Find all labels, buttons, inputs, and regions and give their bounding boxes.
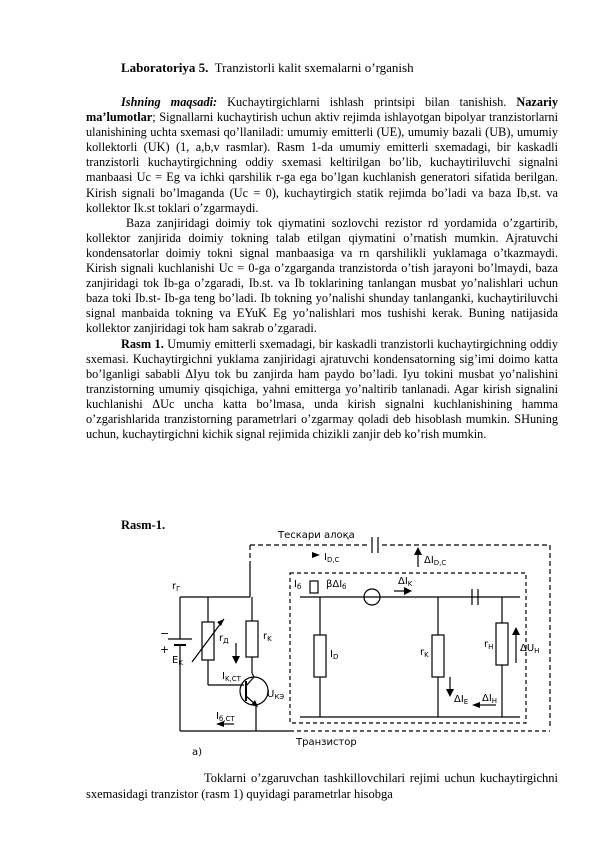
ik-arrow <box>232 656 240 664</box>
figure-ref-lead: Rasm 1. <box>121 336 164 351</box>
paragraph-2: Baza zanjiridagi doimiy tok qiymatini sozlovchi rezistor rd yordamida o’zgartirib, kollektor zanjirida doimiy tokning talab etilgan qiymatini o’rnatish mumkin. Ajratuvchi kondensatorlar doimiy tokni signal manbaasiga va rn qarshilikli yuklamaga o’tkazmaydi. Kirish signali kuchlanishi Uc = 0-ga o’zgarganda tranzistorda o’tish jarayoni bo’lmaydi, baza zanjiridagi tok Ib-ga o’zgaradi, Ib.st. va Ib toklarining tanlangan musbat yo’nalishlari uchun baza toki Ib.st- Ib-ga teng bo’ladi. Ib tokning yo’nalishi shunday tanlanganki, kuchaytiriluvchi signal manbaida tokning va EYuK Eg yo’nalishlari mos tushishi kerak. Buning natijasida kollektor zanjiridagi tok ham sakrab o’zgaradi. <box>86 215 558 336</box>
delta-ioc-label: $\Delta I_{D,C}$ <box>424 555 447 567</box>
id-resistor <box>314 635 326 677</box>
paragraph-bottom: Toklarni o’zgaruvchan tashkillovchilari rejimi uchun kuchaytirgichni sxemasidagi tranzistor (rasm 1) quyidagi parametrlar hisobga <box>86 771 558 801</box>
paragraph-intro <box>86 95 558 216</box>
bottom-text <box>86 771 558 802</box>
feedback-current-label: $I_{D,C}$ <box>324 552 340 564</box>
id-label: $I_D$ <box>330 649 339 661</box>
figure-ref-text: Umumiy emitterli sxemadagi, bir kaskadli tranzistorli kuchaytirgichning oddiy sxemasi. Kuchaytirgichni yuklama zanjiridagi ajratuvchi kondensatorning sig’imi doimo katta bo’lganligi sababli ΔIyu tok bu zanjirda ham paydo bo’ladi. Iyu tokini musbat yo’nalishini tranzistorning umumiy qisqichiga, yahni emitterga yo’naltirib tanlanadi. Agar kirish signalini kuchlanishi ΔUc uncha katta bo’lmasa, unda kirish signalni kuchlanishining hamma o’zgarishlarida tranzistorning parametrlari o’zgarmay qoladi deb hisoblash mumkin. SHuning uchun, kuchaytirgichni kichik signal rejimida chizikli zanjir deb ko’rish mumkin. <box>86 336 558 442</box>
feedback-current-arrow <box>312 552 320 558</box>
feedback-path <box>250 545 550 727</box>
body-text <box>86 95 558 442</box>
lab-topic: Tranzistorli kalit sxemalarni o’rganish <box>214 60 414 75</box>
ek-label: $E_K$ <box>172 655 183 667</box>
lab-number: Laboratoriya 5. <box>121 60 209 75</box>
transistor-label: Транзистор <box>296 737 357 748</box>
delta-ie-label: $\Delta I_E$ <box>454 694 469 706</box>
feedback-label: Тескари алоқа <box>278 530 355 541</box>
plus-sign: + <box>160 643 170 656</box>
goal-lead: Ishning maqsadi: <box>121 95 218 109</box>
ik-st-label: $I_{K,CT}$ <box>222 671 241 683</box>
page-title <box>121 60 414 76</box>
delta-un-arrow <box>512 627 520 635</box>
rd-label: $r_Д$ <box>219 633 229 645</box>
caption-a: a) <box>192 747 203 758</box>
rk2-label: $r_K$ <box>420 647 429 659</box>
delta-in-label: $\Delta I_H$ <box>482 693 498 705</box>
rn-label: $r_H$ <box>484 639 494 651</box>
delta-ik-label: $\Delta I_K$ <box>398 576 413 588</box>
feedback-capacitor <box>372 537 378 553</box>
delta-ik-arrow <box>404 587 412 595</box>
delta-un-label: $\Delta U_H$ <box>520 643 540 655</box>
goal-text: Kuchaytirgichlarni ishlash printsipi bilan tanishish. <box>217 95 517 109</box>
circuit-figure <box>150 527 562 759</box>
rk-label: $r_K$ <box>263 631 272 643</box>
theory-lead: Nazariy ma’lumotlar <box>86 95 559 125</box>
uke-label: $U_{КЭ}$ <box>267 689 285 701</box>
beta-ib-label: βΔI$_б$ <box>326 579 347 591</box>
rk-resistor <box>246 621 258 657</box>
circuit-diagram <box>150 527 562 759</box>
rg-label: $r_Г$ <box>172 581 181 593</box>
rk2-resistor <box>432 635 444 677</box>
paragraph-3 <box>86 337 558 443</box>
delta-ie-arrow <box>446 689 454 697</box>
ib-st-label: $I_{б,СТ}$ <box>216 711 235 723</box>
ib-label: $I_б$ <box>294 579 302 591</box>
figure-label: Rasm-1. <box>121 518 166 532</box>
ib-resistor <box>310 581 318 593</box>
theory-text: ; Signallarni kuchaytirish uchun aktiv rejimda ishlayotgan bipolyar tranzistorlarni ulanishining uchta sxemasi qo’llaniladi: umumiy emitterli (UE), umumiy bazali (UB), umumiy kollektorli (UK) (1, a,b,v rasmlar). Rasm 1-da umumiy emitterli sxemadagi, bir kaskadli tranzistorli kuchaytirgichning oddiy sxemasi keltirilgan bo’lib, kuchaytiriluvchi signalni manbaasi Uc = Eg va ichki qarshilik r-ga ega bo’lgan kuchlanish generatori sifatida berilgan. Kirish signali bo’lmaganda (Uc = 0), kuchaytirgich statik rejimda bo’ladi va baza Ib,st. va kollektor Ik.st toklari o’zgarmaydi. <box>86 110 558 215</box>
battery-ek <box>168 627 192 731</box>
delta-in-arrow <box>472 702 480 708</box>
transistor-symbol <box>240 677 268 705</box>
delta-ioc-arrow <box>414 547 422 555</box>
minus-sign: − <box>160 627 170 640</box>
rn-resistor <box>496 623 508 665</box>
